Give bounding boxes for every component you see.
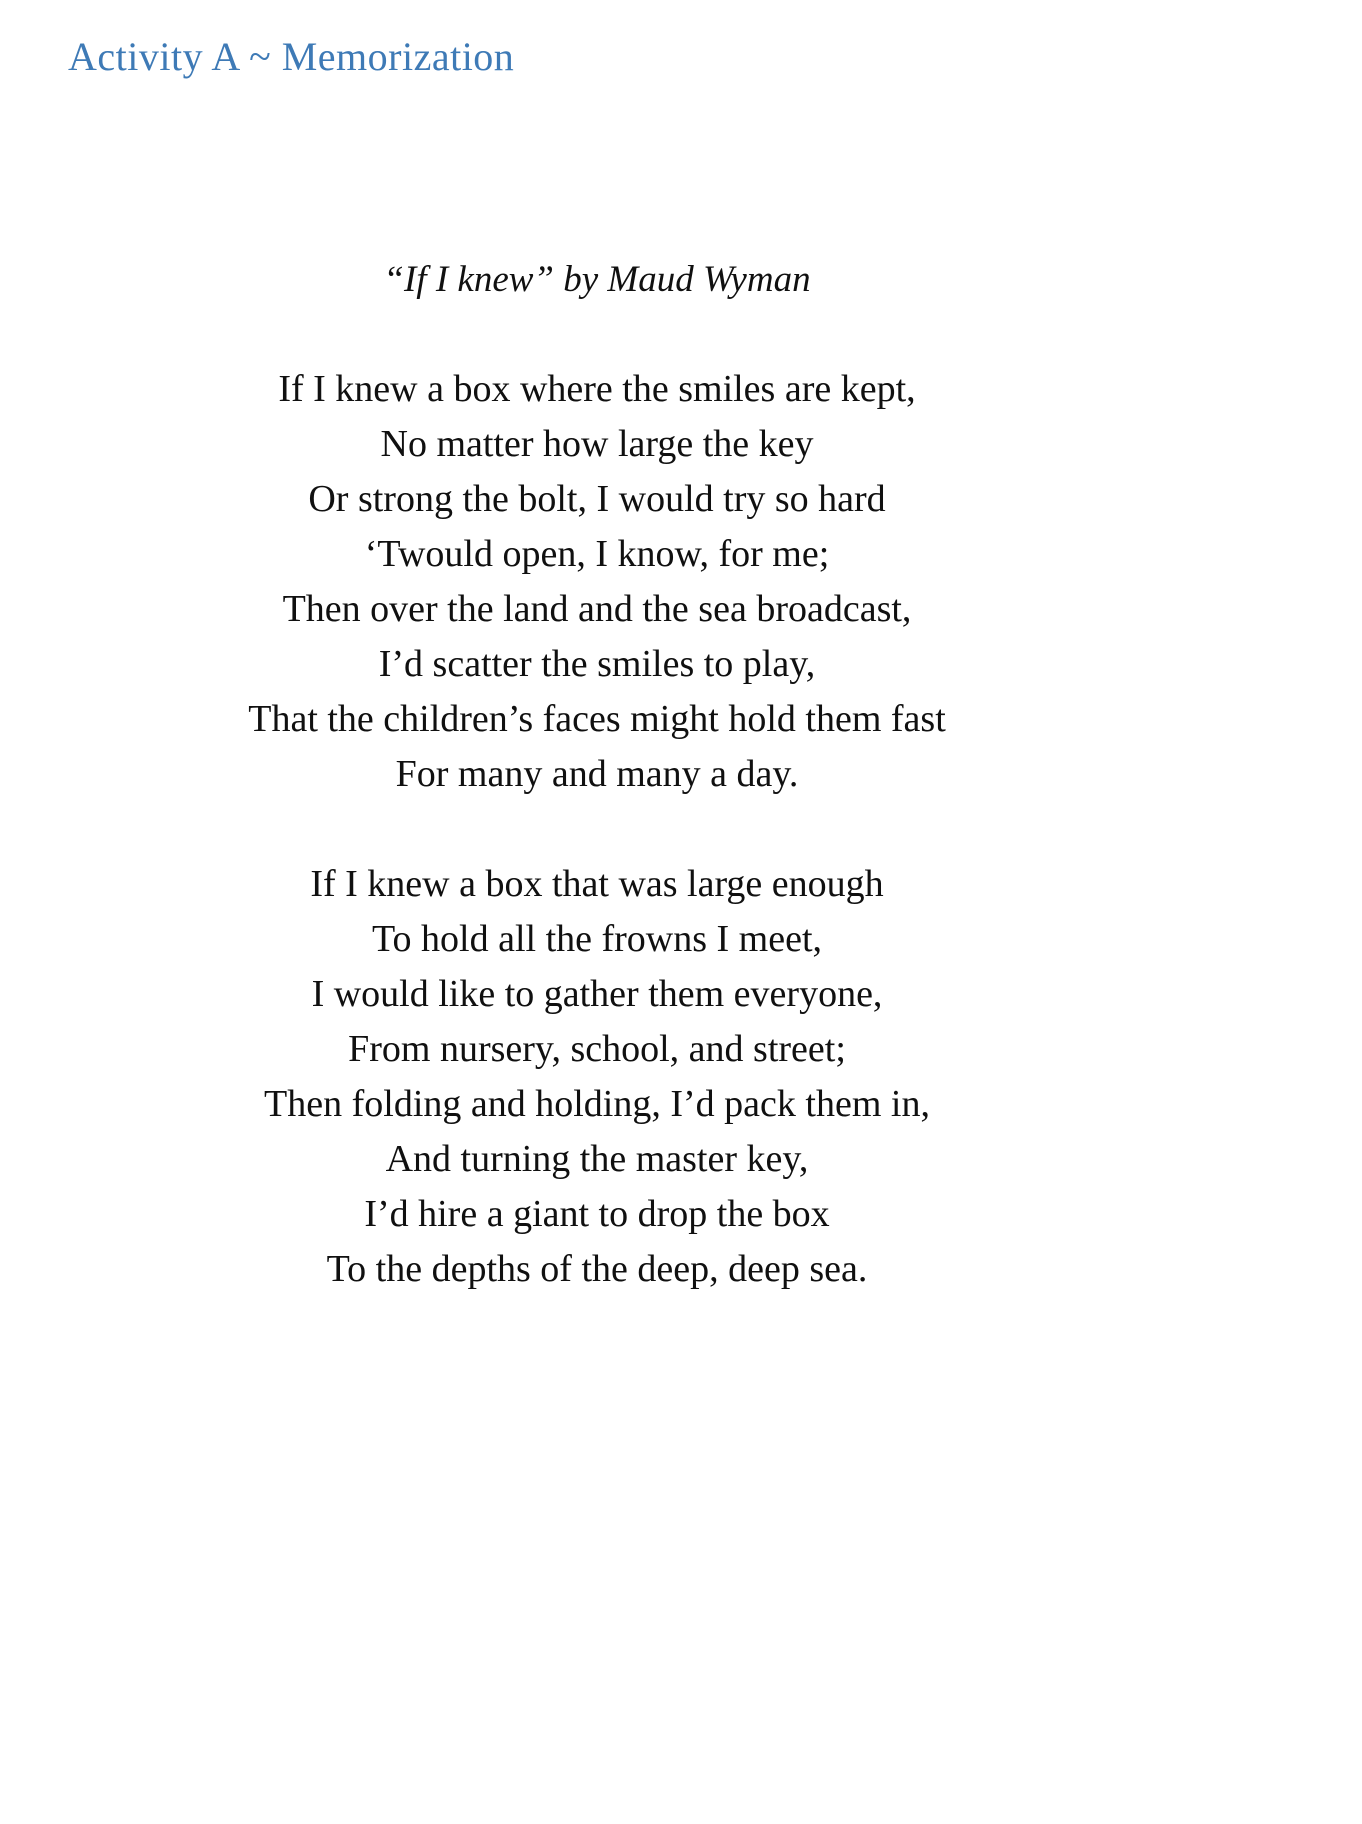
poem-line: I’d scatter the smiles to play,	[378, 643, 816, 685]
poem-stanza-1	[0, 362, 1194, 802]
poem-line: If I knew a box where the smiles are kept,	[278, 368, 916, 410]
poem-block	[0, 252, 1194, 1297]
poem-line: To hold all the frowns I meet,	[371, 918, 823, 960]
poem-title: “If I knew” by Maud Wyman	[383, 259, 811, 300]
poem-line: Or strong the bolt, I would try so hard	[308, 478, 886, 520]
poem-line: To the depths of the deep, deep sea.	[326, 1248, 868, 1290]
poem-line: No matter how large the key	[380, 423, 814, 465]
poem-stanza-2	[0, 857, 1194, 1297]
poem-line: I’d hire a giant to drop the box	[364, 1193, 830, 1235]
poem-line: ‘Twould open, I know, for me;	[364, 533, 830, 575]
poem-line: For many and many a day.	[395, 753, 799, 795]
poem-line: That the children’s faces might hold them fast	[248, 698, 946, 740]
poem-line: And turning the master key,	[385, 1138, 809, 1180]
poem-line: I would like to gather them everyone,	[311, 973, 883, 1015]
poem-line: From nursery, school, and street;	[348, 1028, 846, 1070]
poem-line: Then folding and holding, I’d pack them in,	[264, 1083, 930, 1125]
poem-line: If I knew a box that was large enough	[310, 863, 884, 905]
activity-header: Activity A ~ Memorization	[68, 34, 515, 79]
poem-line: Then over the land and the sea broadcast,	[282, 588, 912, 630]
